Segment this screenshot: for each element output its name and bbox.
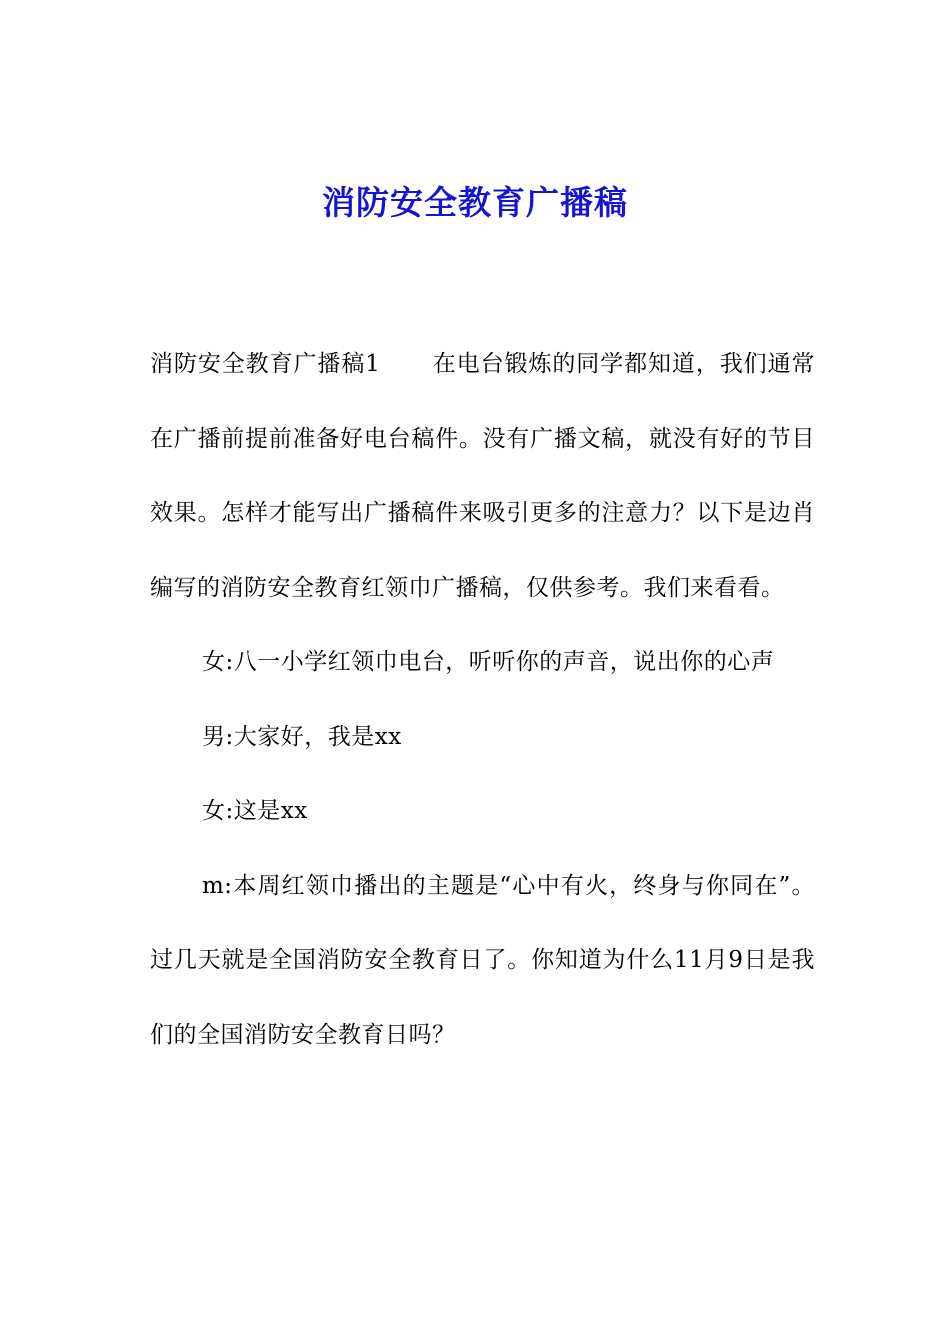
dialogue-paragraph-2: 男:大家好，我是xx bbox=[202, 723, 402, 750]
document-body bbox=[150, 327, 815, 1072]
intro-heading: 消防安全教育广播稿1 bbox=[150, 351, 381, 377]
document-title: 消防安全教育广播稿 bbox=[322, 183, 628, 222]
intro-paragraph bbox=[150, 327, 815, 625]
dialogue-paragraph-3: 女:这是xx bbox=[202, 798, 308, 824]
dialogue-paragraph-4: m:本周红领巾播出的主题是“心中有火，终身与你同在”。过几天就是全国消防安全教育日了。你知道为什么11月9日是我们的全国消防安全教育日吗？ bbox=[150, 872, 815, 1048]
dialogue-paragraph-1: 女:八一小学红领巾电台，听听你的声音，说出你的心声 bbox=[202, 649, 775, 675]
intro-text: 在电台锻炼的同学都知道，我们通常在广播前提前准备好电台稿件。没有广播文稿，就没有好的节目效果。怎样才能写出广播稿件来吸引更多的注意力？以下是边肖编写的消防安全教育红领巾广播稿，仅供参考。我们来看看。 bbox=[150, 351, 816, 601]
